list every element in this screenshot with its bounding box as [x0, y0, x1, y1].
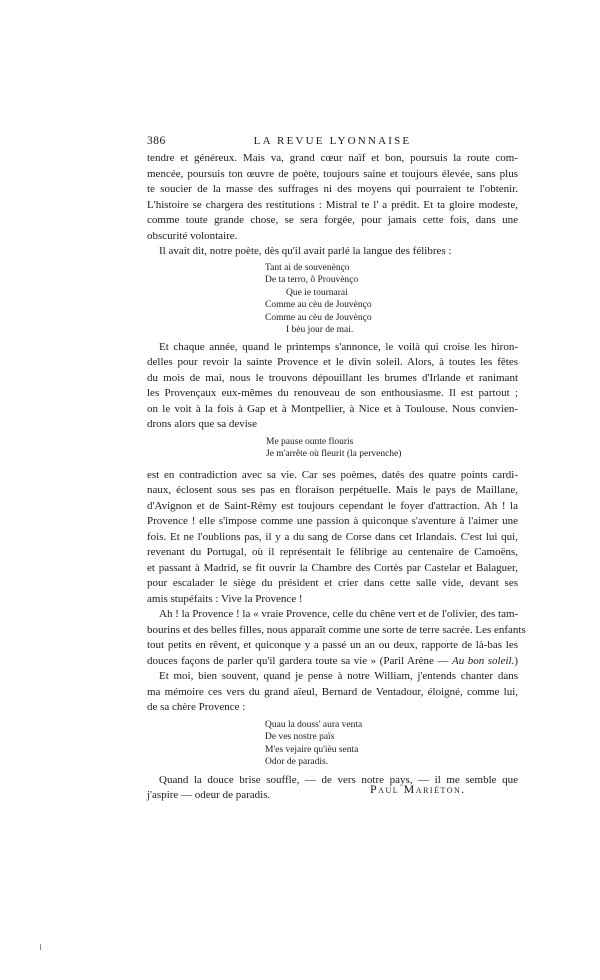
- text-line: obscurité volontaire.: [147, 229, 238, 242]
- paragraph-3: [147, 340, 518, 433]
- text-line: fois. Et ne l'oublions pas, il y a du sang de Corse dans cet Irlandais. C'est lui qui,: [147, 530, 518, 543]
- verse-line: M'es vejaire qu'ièu senta: [265, 744, 359, 755]
- text-line: Il avait dit, notre poète, dès qu'il avait parlé la langue des félibres :: [159, 245, 452, 257]
- text-line: les Provençaux eux-mêmes du renouveau de son enthousiasme. Il est partout ;: [147, 387, 518, 399]
- paragraph-2: [147, 244, 518, 260]
- text-line: [147, 654, 518, 670]
- text-line: drons alors que sa devise: [147, 418, 257, 430]
- text-line: est en contradiction avec sa vie. Car ses poèmes, datés des quatre points cardi-: [147, 468, 518, 481]
- text-line: amis stupéfaits : Vive la Provence !: [147, 592, 303, 605]
- paragraph-5: [147, 607, 526, 669]
- text-line: delles pour revoir la sainte Provence et le divin soleil. Alors, à toutes les fêtes: [147, 356, 518, 368]
- text-line: tout petits en rêvent, et quiconque y a passé un an ou deux, rapporte de là-bas les: [147, 639, 518, 651]
- text-line: tendre et généreux. Mais va, grand cœur naïf et bon, poursuis la route com-: [147, 152, 518, 164]
- verse-line: Que ie tournarai: [286, 287, 348, 298]
- page-number: 386: [147, 135, 166, 147]
- verse-block-3: [265, 719, 518, 769]
- text-line: Et moi, bien souvent, quand je pense à notre William, j'entends chanter dans: [159, 670, 518, 682]
- text-line: on le voit à la fois à Gap et à Montpellier, à Nice et à Toulouse. Nous convien-: [147, 402, 518, 415]
- verse-block-2: [266, 436, 518, 461]
- verse-line: Tant ai de souvenènço: [265, 262, 350, 273]
- text-line: mencée, poursuis ton œuvre de poète, toujours saine et toujours élevée, sans plus: [147, 167, 518, 180]
- text-line: bourins et des belles filles, nous apparaît comme une sorte de terre sacrée. Les enfants: [147, 623, 526, 636]
- paragraph-1: [147, 151, 518, 244]
- verse-line: De ves nostre païs: [265, 732, 335, 742]
- verse-line: De ta terro, ô Prouvènço: [265, 275, 359, 285]
- text-line: Quand la douce brise souffle, — de vers notre pays, — il me semble que: [159, 773, 518, 786]
- text-fragment: douces façons de parler qu'il gardera toute sa vie » (Paril Arène —: [147, 654, 449, 667]
- text-line: Ah ! la Provence ! la « vraie Provence, celle du chêne vert et de l'olivier, des tam-: [159, 608, 519, 620]
- text-line: te soucier de la masse des suffrages ni des moyens qui pourraient te l'obtenir.: [147, 183, 518, 195]
- verse-line: Quau la douss' aura venta: [265, 719, 363, 730]
- text-line: de sa chère Provence :: [147, 701, 246, 713]
- text-line: et passant à Madrid, se fit ouvrir la Chambre des Cortès par Castelar et Balaguer,: [147, 561, 518, 574]
- text-line: L'histoire se chargera des restitutions : Mistral te l' a prédit. Et ta gloire modeste,: [147, 198, 518, 211]
- verse-block-1: [265, 262, 518, 337]
- verse-line: Me pause ounte flouris: [266, 436, 354, 447]
- article-body: [147, 151, 526, 804]
- journal-title: LA REVUE LYONNAISE: [253, 135, 412, 147]
- text-line: du mois de mai, nous le trouvons dépouillant les brumes d'Irlande et ranimant: [147, 371, 518, 384]
- verse-line: Comme au cèu de Jouvènço: [265, 312, 372, 323]
- verse-line: Comme au cèu de Jouvènço: [265, 300, 372, 310]
- text-line: naux, éclosent sous ses pas en floraison perpétuelle. Mais le pays de Maillane,: [147, 484, 518, 496]
- margin-mark: [40, 944, 41, 950]
- text-line: Provence ! elle s'impose comme une passion à quiconque s'aventure à l'aimer une: [147, 515, 518, 527]
- text-line: comme toute grande chose, se sera forgée, pour jamais cette fois, dans une: [147, 214, 518, 226]
- text-line: j'aspire — odeur de paradis.: [147, 789, 271, 801]
- text-line: Et chaque année, quand le printemps s'annonce, le voilà qui croise les hiron-: [159, 340, 518, 353]
- text-fragment: ): [514, 654, 518, 667]
- text-line: d'Avignon et de Saint-Rémy est toujours cependant le foyer d'attraction. Ah ! la: [147, 499, 518, 512]
- text-line: revenant du Portugal, où il représentait le félibrige au centenaire de Camoëns,: [147, 546, 518, 558]
- verse-line: I bèu jour de mai.: [286, 325, 354, 335]
- verse-line: Odor de paradis.: [265, 757, 329, 767]
- book-title-citation: Au bon soleil.: [451, 654, 515, 667]
- paragraph-6: [147, 669, 518, 716]
- text-line: pour escalader le siège du président et crier dans cette salle vide, devant ses: [147, 577, 518, 589]
- text-line: ma mémoire ces vers du grand aïeul, Bernard de Ventadour, éloigné, comme lui,: [147, 685, 518, 698]
- running-header: [147, 135, 518, 149]
- author-signature: Paul Mariéton.: [370, 782, 466, 796]
- paragraph-4: [147, 468, 518, 608]
- verse-line: Je m'arrête où fleurit (la pervenche): [266, 449, 402, 459]
